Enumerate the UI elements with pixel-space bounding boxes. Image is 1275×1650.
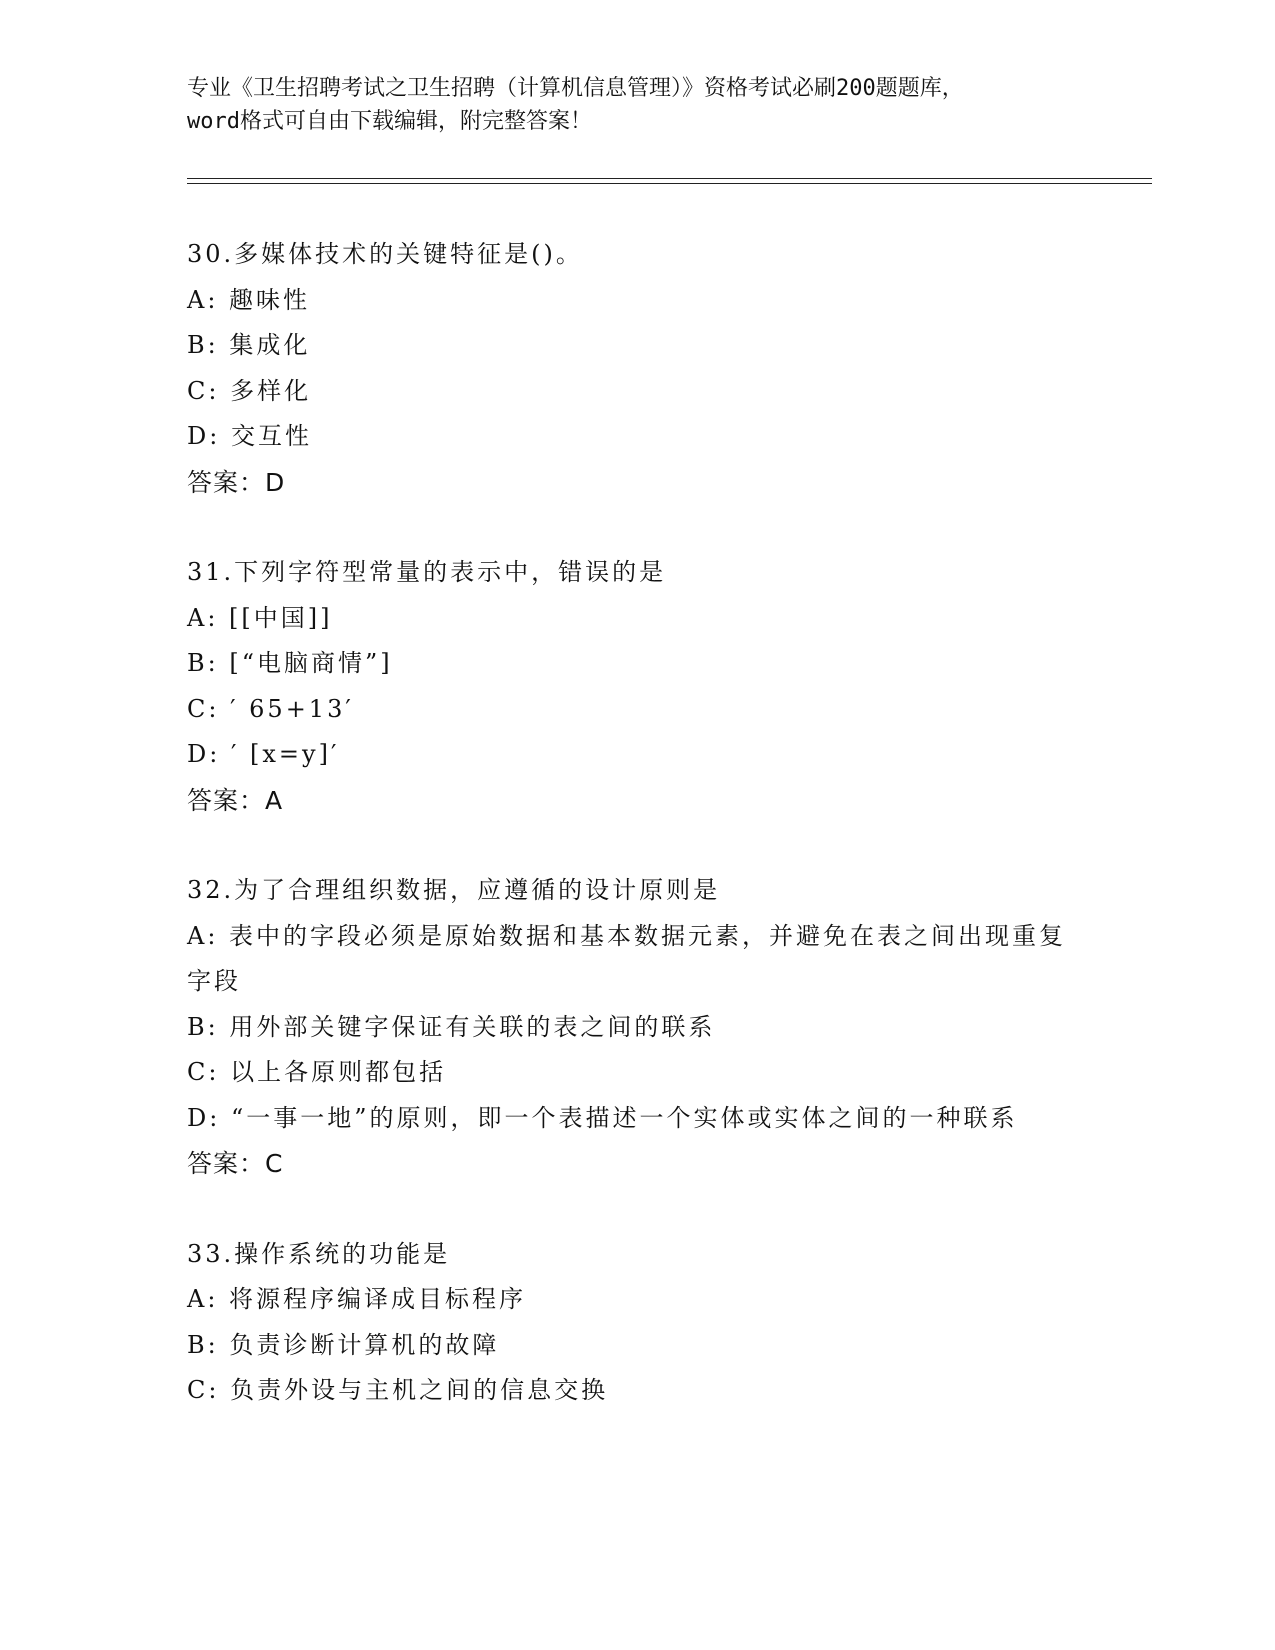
option-a: A: 趣味性	[187, 285, 311, 314]
option-d: D: ′ [x=y]′	[187, 740, 340, 768]
question-stem: 32.为了合理组织数据，应遵循的设计原则是	[187, 876, 721, 904]
option-a: A: 将源程序编译成目标程序	[187, 1285, 527, 1313]
question-stem: 33.操作系统的功能是	[187, 1239, 451, 1268]
header-divider-top	[187, 178, 1152, 179]
header-divider-bottom	[187, 183, 1152, 184]
option-c: C: 以上各原则都包括	[187, 1058, 447, 1086]
option-a: A: 表中的字段必须是原始数据和基本数据元素，并避免在表之间出现重复字段	[187, 921, 1067, 995]
question-31	[187, 550, 1087, 823]
option-d: D: “一事一地”的原则，即一个表描述一个实体或实体之间的一种联系	[187, 1103, 1018, 1132]
option-d: D: 交互性	[187, 422, 312, 450]
option-b: B: 集成化	[187, 331, 311, 359]
question-30	[187, 232, 1087, 505]
option-c: C: ′ 65+13′	[187, 694, 354, 723]
question-stem: 30.多媒体技术的关键特征是()。	[187, 240, 583, 268]
question-33	[187, 1232, 1087, 1414]
document-header	[187, 72, 1087, 138]
question-list	[187, 232, 1087, 1414]
header-line-1: 专业《卫生招聘考试之卫生招聘（计算机信息管理）》资格考试必刷200题题库，	[187, 76, 964, 101]
question-32	[187, 868, 1087, 1187]
option-a: A: [[中国]]	[187, 603, 333, 632]
answer-line: 答案：A	[187, 785, 284, 815]
option-c: C: 多样化	[187, 376, 312, 405]
question-stem: 31.下列字符型常量的表示中，错误的是	[187, 558, 667, 586]
option-b: B: [“电脑商情”]	[187, 649, 393, 677]
header-line-2: word格式可自由下载编辑，附完整答案！	[187, 109, 592, 134]
answer-line: 答案：D	[187, 467, 286, 497]
option-b: B: 用外部关键字保证有关联的表之间的联系	[187, 1012, 716, 1041]
answer-line: 答案：C	[187, 1149, 284, 1178]
option-c: C: 负责外设与主机之间的信息交换	[187, 1376, 609, 1404]
option-b: B: 负责诊断计算机的故障	[187, 1330, 500, 1359]
